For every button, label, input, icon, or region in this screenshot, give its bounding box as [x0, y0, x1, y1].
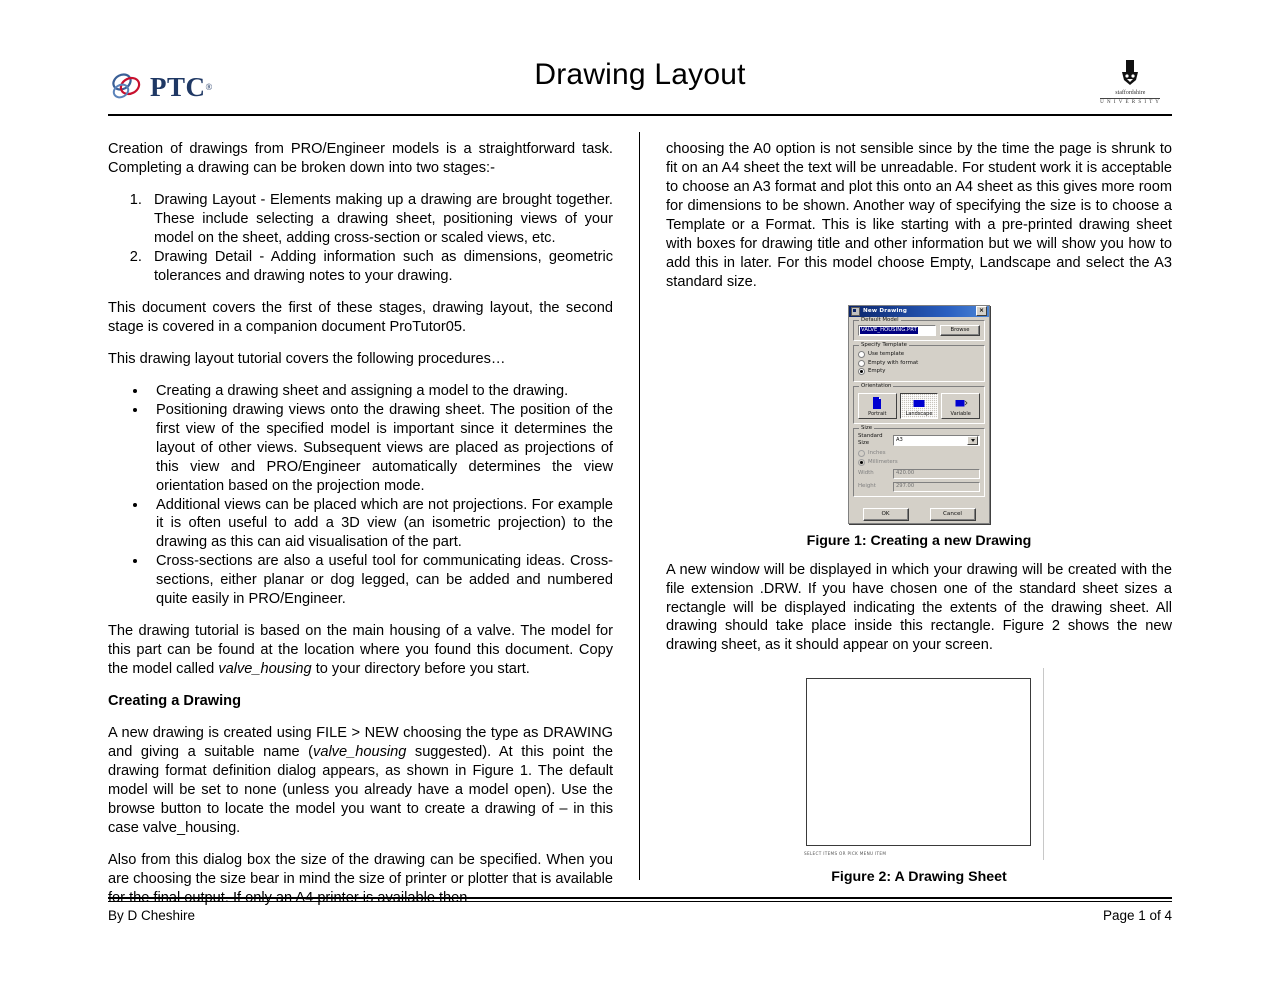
university-subtitle: U N I V E R S I T Y: [1100, 99, 1160, 105]
list-item: 2. Drawing Detail - Adding information such as dimensions, geometric tolerances and drawing notes to your drawing.: [146, 248, 613, 286]
radio-label: Use template: [868, 351, 905, 358]
landscape-icon: [912, 396, 926, 410]
section-heading-creating-a-drawing: Creating a Drawing: [108, 693, 241, 710]
orientation-group: [853, 382, 985, 425]
radio-label: Empty: [868, 368, 886, 375]
page-footer: [108, 908, 1172, 923]
paragraph-continued: choosing the A0 option is not sensible since by the time the page is shrunk to fit on an A4 sheet the text will be unreadable. For student work it is acceptable to choose an A3 format and plot this onto an A4 sheet as this gives more room for dimensions to be shown. Another way of specifying the size is to choose a Template or a Format. This is like starting with a pre-printed drawing sheet with boxes for drawing title and other information but we will show you how to add this in later. For this model choose Empty, Landscape and select the A3 standard size.: [666, 141, 1172, 290]
radio-label: Inches: [868, 450, 886, 457]
cancel-button[interactable]: Cancel: [930, 508, 976, 521]
orientation-label: Portrait: [868, 410, 887, 417]
height-input[interactable]: [893, 482, 980, 492]
model-name-italic: valve_housing: [313, 744, 407, 761]
footer-divider-bottom: [108, 901, 1172, 902]
header-divider: [108, 114, 1172, 116]
default-model-input[interactable]: [858, 325, 936, 336]
standard-size-label: Standard Size: [858, 433, 883, 447]
dialog-title: New Drawing: [863, 307, 908, 314]
standard-size-select[interactable]: [893, 435, 980, 446]
list-item: • Additional views can be placed which are not projections. For example it is often useful to add a 3D view (an isometric projection) to the drawing as this can aid visualisation of the part.: [148, 496, 613, 553]
close-icon[interactable]: ×: [976, 306, 987, 316]
group-label: Specify Template: [861, 341, 907, 348]
university-name: staffordshire: [1114, 90, 1146, 96]
text-run: The drawing tutorial is based on the main housing of a valve. The model for this part can be found at the location where you found this document. Copy the model called: [108, 623, 613, 678]
default-model-group: [853, 316, 985, 341]
column-divider: [639, 132, 640, 880]
radio-inches[interactable]: [858, 450, 980, 457]
default-model-value: VALVE_HOUSING.PRT: [861, 326, 917, 333]
height-label: Height: [858, 483, 876, 490]
procedures-list: [108, 382, 613, 610]
paragraph-scope: This document covers the first of these stages, drawing layout, the second stage is covered in a companion document ProTutor05.: [108, 299, 613, 335]
drawing-sheet-rectangle: [806, 678, 1031, 846]
width-label: Width: [858, 470, 874, 477]
ok-button[interactable]: OK: [863, 508, 909, 521]
drawing-sheet-status-text: SELECT ITEMS OR PICK MENU ITEM: [804, 850, 887, 856]
model-name-italic: valve_housing: [218, 661, 312, 678]
footer-divider-top: [108, 897, 1172, 899]
window-icon: [851, 307, 860, 316]
university-logo: [1102, 60, 1158, 112]
radio-icon: [858, 459, 865, 466]
radio-icon: [858, 368, 865, 375]
text-run: suggested). At this point the drawing format definition dialog appears, as shown in Figure 1. The default model will be set to none (unless you already have a model open). Use the browse button to locate the model you want to create a drawing of – in this case valve_housing.: [108, 744, 613, 837]
left-column: [108, 140, 613, 908]
list-item: • Positioning drawing views onto the drawing sheet. The position of the first view of the specified model is important since it determines the layout of other views. Subsequent views are placed as projections of this view and PRO/Engineer automatically determines the view orientation based on the projection mode.: [148, 401, 613, 496]
list-item: • Cross-sections are also a useful tool for communicating ideas. Cross-sections, either planar or dog legged, can be added and numbered quite easily in PRO/Engineer.: [148, 552, 613, 609]
radio-label: Empty with format: [868, 359, 919, 366]
standard-size-value: A3: [896, 436, 903, 443]
paragraph-after-figure-1: A new window will be displayed in which your drawing will be created with the file extension .DRW. If you have chosen one of the standard sheet sizes a rectangle will be displayed indicating the extents of the drawing sheet. All drawing should take place inside this rectangle. Figure 2 shows the new drawing sheet, as it should appear on your screen.: [666, 561, 1172, 654]
orientation-label: Landscape: [905, 410, 933, 417]
dialog-titlebar[interactable]: [849, 306, 989, 317]
radio-icon: [858, 360, 865, 367]
variable-icon: [954, 396, 968, 410]
portrait-icon: [870, 396, 884, 410]
size-group: [853, 425, 985, 497]
drawing-sheet-window: [794, 668, 1044, 860]
paragraph-procedures: This drawing layout tutorial covers the following procedures…: [108, 350, 506, 367]
figure-1: [666, 305, 1172, 524]
radio-icon: [858, 351, 865, 358]
dialog-body: [849, 317, 989, 505]
figure-2: [666, 668, 1172, 860]
paragraph-intro: Creation of drawings from PRO/Engineer models is a straightforward task. Completing a drawing can be broken down into two stages:-: [108, 141, 613, 176]
ptc-trademark: ®: [205, 82, 213, 92]
figure-1-caption: Figure 1: Creating a new Drawing: [806, 533, 1032, 550]
radio-use-template[interactable]: [858, 351, 980, 358]
stages-list: [108, 191, 613, 286]
new-drawing-dialog[interactable]: [848, 305, 990, 524]
footer-page-number: Page 1 of 4: [1102, 908, 1172, 923]
height-value: 297.00: [896, 483, 915, 490]
width-value: 420.00: [896, 470, 915, 477]
radio-empty[interactable]: [858, 368, 980, 375]
browse-button[interactable]: Browse: [940, 325, 980, 336]
page-title: Drawing Layout: [534, 58, 746, 91]
radio-label: Millimeters: [868, 458, 898, 465]
chevron-down-icon[interactable]: [967, 436, 978, 445]
orientation-portrait-button[interactable]: [858, 393, 897, 420]
paragraph-size-selection: Also from this dialog box the size of the drawing can be specified. When you are choosing the size bear in mind the size of printer or plotter that is available for the final output. If only an A4 printer is available then: [108, 852, 613, 906]
radio-millimeters[interactable]: [858, 459, 980, 466]
footer-author: By D Cheshire: [108, 908, 196, 923]
group-label: Default Model: [861, 316, 899, 323]
list-item: 1. Drawing Layout - Elements making up a drawing are brought together. These include selecting a drawing sheet, positioning views of your model on the sheet, adding cross-section or scaled views, etc.: [146, 191, 613, 248]
paragraph-tutorial-model: [108, 622, 613, 679]
group-label: Orientation: [861, 382, 892, 389]
right-column: [666, 140, 1172, 897]
orientation-variable-button[interactable]: [941, 393, 980, 420]
text-run: to your directory before you start.: [311, 661, 530, 678]
paragraph-new-drawing: [108, 724, 613, 838]
ptc-wordmark: PTC: [150, 71, 206, 102]
radio-icon: [858, 450, 865, 457]
list-item: • Creating a drawing sheet and assigning a model to the drawing.: [148, 382, 613, 401]
radio-empty-with-format[interactable]: [858, 360, 980, 367]
university-crest-icon: [1119, 60, 1141, 90]
figure-2-caption: Figure 2: A Drawing Sheet: [831, 869, 1007, 886]
specify-template-group: [853, 341, 985, 382]
orientation-label: Variable: [950, 410, 971, 417]
dialog-footer: [849, 505, 989, 523]
width-input[interactable]: [893, 469, 980, 479]
text-run: A new drawing is created using FILE > NEW choosing the type as DRAWING and giving a suitable name (: [108, 725, 613, 761]
orientation-landscape-button[interactable]: [900, 393, 939, 420]
group-label: Size: [861, 425, 873, 432]
page-header: [108, 58, 1172, 116]
